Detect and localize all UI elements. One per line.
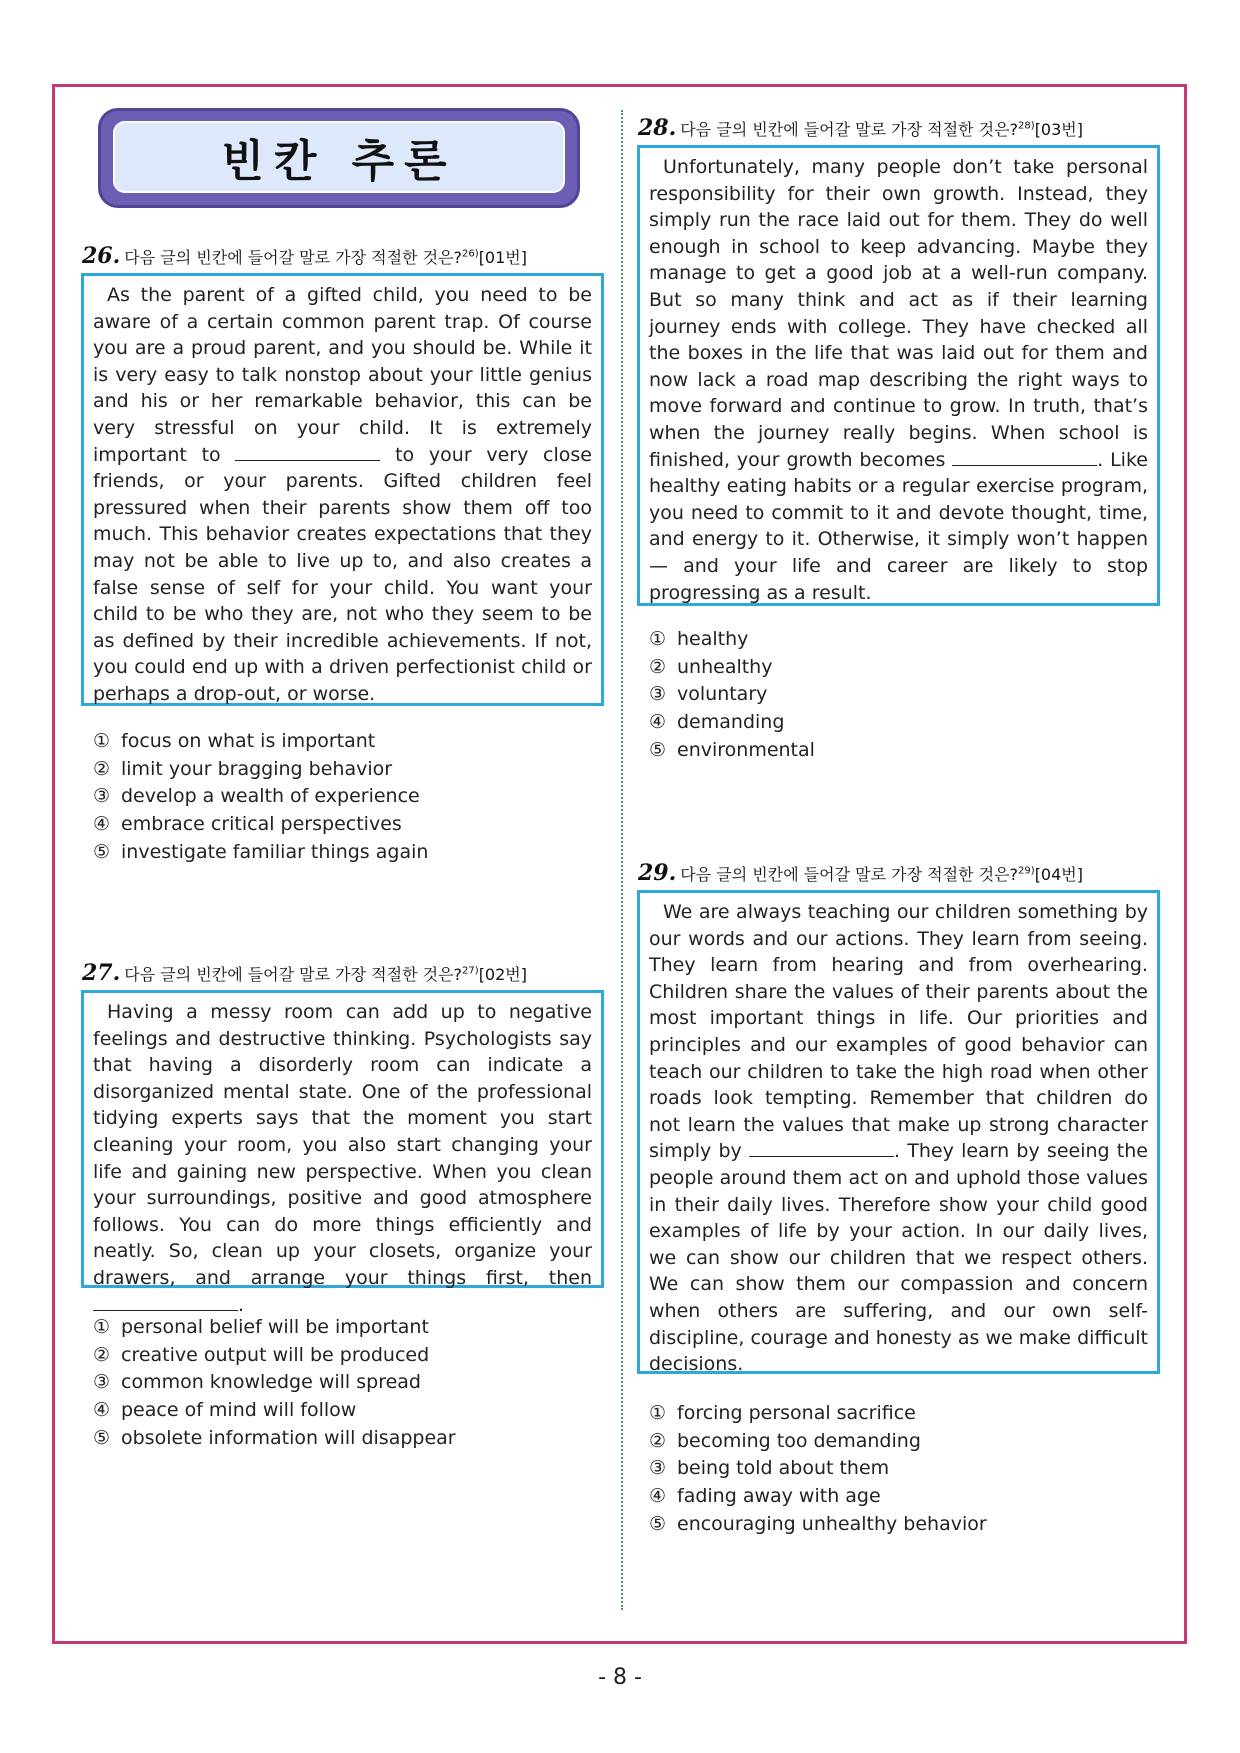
choice-mark: ⑤ xyxy=(649,1512,667,1535)
question-28-header xyxy=(638,115,1083,141)
choice-mark: ② xyxy=(93,757,111,780)
choice-mark: ② xyxy=(649,1429,667,1452)
choice-item[interactable] xyxy=(649,709,815,737)
question-26-choices xyxy=(93,728,428,867)
passage-text-after: . xyxy=(238,1293,245,1316)
choice-text: healthy xyxy=(677,628,749,650)
question-tag: [02번] xyxy=(478,965,527,984)
choice-item[interactable] xyxy=(93,756,428,784)
choice-item[interactable] xyxy=(93,728,428,756)
choice-mark: ③ xyxy=(649,683,667,706)
choice-item[interactable] xyxy=(649,1400,987,1428)
choice-mark: ② xyxy=(649,655,667,678)
choice-mark: ② xyxy=(93,1343,111,1366)
choice-text: focus on what is important xyxy=(121,730,376,752)
choice-item[interactable] xyxy=(93,1425,456,1453)
choice-text: being told about them xyxy=(677,1457,890,1480)
choice-text: unhealthy xyxy=(677,655,773,678)
choice-mark: ③ xyxy=(93,1371,111,1394)
choice-mark: ④ xyxy=(93,813,111,836)
choice-text: voluntary xyxy=(677,683,768,706)
question-number: 29. xyxy=(638,860,677,886)
choice-text: becoming too demanding xyxy=(677,1429,921,1452)
column-divider xyxy=(621,110,623,1610)
choice-text: environmental xyxy=(677,738,815,761)
answer-blank xyxy=(93,1292,238,1311)
choice-item[interactable] xyxy=(93,1397,456,1425)
question-27-choices xyxy=(93,1314,456,1453)
choice-item[interactable] xyxy=(649,626,815,654)
choice-text: demanding xyxy=(677,711,785,734)
question-ref: 26) xyxy=(462,248,479,260)
question-number: 27. xyxy=(82,960,121,986)
choice-mark: ③ xyxy=(93,785,111,808)
answer-blank xyxy=(749,1138,894,1157)
choice-item[interactable] xyxy=(93,811,428,839)
choice-item[interactable] xyxy=(649,1511,987,1539)
question-29-passage xyxy=(637,890,1160,1374)
section-title: 빈칸 추론 xyxy=(221,136,457,187)
choice-item[interactable] xyxy=(649,737,815,765)
choice-text: investigate familiar things again xyxy=(121,840,429,863)
passage-text-after: . Like healthy eating habits or a regular exercise program, you need to commit to it and devote thought, time, and energy to it. Otherwise, it simply won’t happen — and your life and career are likely to stop progressing as a result. xyxy=(649,448,1148,604)
passage-text-before: Having a messy room can add up to negative feelings and destructive thinking. Psychologists say that having a disorderly room can indicate a disorganized mental state. One of the professional tidying experts says that the moment you start cleaning your room, you also start changing your life and gaining new perspective. When you clean your surroundings, positive and good atmosphere follows. You can do more things efficiently and neatly. So, clean up your closets, organize your drawers, and arrange your things first, then xyxy=(93,1001,592,1289)
question-29-header xyxy=(638,860,1083,886)
question-26-passage xyxy=(81,273,604,706)
answer-blank xyxy=(952,447,1097,466)
choice-item[interactable] xyxy=(93,1342,456,1370)
choice-text: limit your bragging behavior xyxy=(121,757,393,780)
choice-mark: ⑤ xyxy=(93,840,111,863)
question-instruction: 다음 글의 빈칸에 들어갈 말로 가장 적절한 것은? xyxy=(124,965,463,984)
choice-item[interactable] xyxy=(93,783,428,811)
choice-item[interactable] xyxy=(649,654,815,682)
choice-mark: ③ xyxy=(649,1457,667,1480)
question-tag: [03번] xyxy=(1034,120,1083,139)
choice-mark: ① xyxy=(649,628,667,650)
choice-item[interactable] xyxy=(649,1455,987,1483)
passage-text-before: We are always teaching our children something by our words and our actions. They learn from seeing. They learn from hearing and from overhearing. Children share the values of their parents about the most important things in life. Our priorities and principles and our examples of good behavior can teach our children to take the high road when other roads look tempting. Remember that children do not learn the values that make up strong character simply by xyxy=(649,901,1148,1163)
question-instruction: 다음 글의 빈칸에 들어갈 말로 가장 적절한 것은? xyxy=(124,248,463,267)
answer-blank xyxy=(235,442,380,461)
passage-text-after: . They learn by seeing the people around them act on and uphold those values in their daily lives. Therefore show your child good examples of life by your action. In our daily lives, we can show our children that we respect others. We can show them our compassion and concern when others are suffering, and our own self-discipline, courage and honesty as we make difficult decisions. xyxy=(649,1140,1148,1376)
choice-item[interactable] xyxy=(649,681,815,709)
choice-mark: ④ xyxy=(649,711,667,734)
question-ref: 29) xyxy=(1018,865,1035,877)
choice-text: fading away with age xyxy=(677,1485,881,1508)
choice-mark: ④ xyxy=(649,1485,667,1508)
question-27-passage xyxy=(81,990,604,1316)
choice-text: develop a wealth of experience xyxy=(121,785,420,808)
question-28-choices xyxy=(649,626,815,765)
choice-mark: ① xyxy=(649,1402,667,1424)
question-tag: [04번] xyxy=(1034,865,1083,884)
choice-mark: ④ xyxy=(93,1399,111,1422)
choice-text: personal belief will be important xyxy=(121,1316,429,1338)
choice-text: common knowledge will spread xyxy=(121,1371,421,1394)
question-27-header xyxy=(82,960,527,986)
question-number: 28. xyxy=(638,115,677,141)
question-29-choices xyxy=(649,1400,987,1539)
question-tag: [01번] xyxy=(478,248,527,267)
question-number: 26. xyxy=(82,243,121,269)
choice-item[interactable] xyxy=(649,1428,987,1456)
choice-mark: ① xyxy=(93,730,111,752)
section-title-badge xyxy=(98,108,580,208)
question-instruction: 다음 글의 빈칸에 들어갈 말로 가장 적절한 것은? xyxy=(680,865,1019,884)
passage-text-before: Unfortunately, many people don’t take personal responsibility for their own growth. Instead, they simply run the race laid out for them. They do well enough in school to keep advancing. Maybe they manage to get a good job at a well-run company. But so many think and act as if their learning journey ends with college. They have checked all the boxes in the life that was laid out for them and now lack a road map describing the right ways to move forward and continue to grow. In truth, that’s when the journey really begins. When school is finished, your growth becomes xyxy=(649,156,1148,471)
question-ref: 27) xyxy=(462,965,479,977)
choice-item[interactable] xyxy=(93,1369,456,1397)
choice-text: encouraging unhealthy behavior xyxy=(677,1512,987,1535)
choice-mark: ⑤ xyxy=(649,738,667,761)
choice-item[interactable] xyxy=(93,839,428,867)
choice-mark: ① xyxy=(93,1316,111,1338)
question-instruction: 다음 글의 빈칸에 들어갈 말로 가장 적절한 것은? xyxy=(680,120,1019,139)
passage-text-before: As the parent of a gifted child, you need to be aware of a certain common parent trap. Of course you are a proud parent, and you should be. While it is very easy to talk nonstop about your little genius and his or her remarkable behavior, this can be very stressful on your child. It is extremely important to xyxy=(93,284,592,466)
page-number: - 8 - xyxy=(598,1665,642,1690)
choice-item[interactable] xyxy=(649,1483,987,1511)
question-28-passage xyxy=(637,145,1160,606)
choice-item[interactable] xyxy=(93,1314,456,1342)
choice-text: creative output will be produced xyxy=(121,1343,430,1366)
question-ref: 28) xyxy=(1018,120,1035,132)
choice-text: forcing personal sacrifice xyxy=(677,1402,916,1424)
question-26-header xyxy=(82,243,527,269)
choice-text: obsolete information will disappear xyxy=(121,1426,456,1449)
passage-text-after: to your very close friends, or your parents. Gifted children feel pressured when their parents show them off too much. This behavior creates expectations that they may not be able to live up to, and also creates a false sense of self for your child. You want your child to be who they are, not who they seem to be as defined by their incredible achievements. If not, you could end up with a driven perfectionist child or perhaps a drop-out, or worse. xyxy=(93,443,592,705)
choice-text: peace of mind will follow xyxy=(121,1399,357,1422)
choice-text: embrace critical perspectives xyxy=(121,813,402,836)
choice-mark: ⑤ xyxy=(93,1426,111,1449)
section-title-panel xyxy=(113,121,565,193)
